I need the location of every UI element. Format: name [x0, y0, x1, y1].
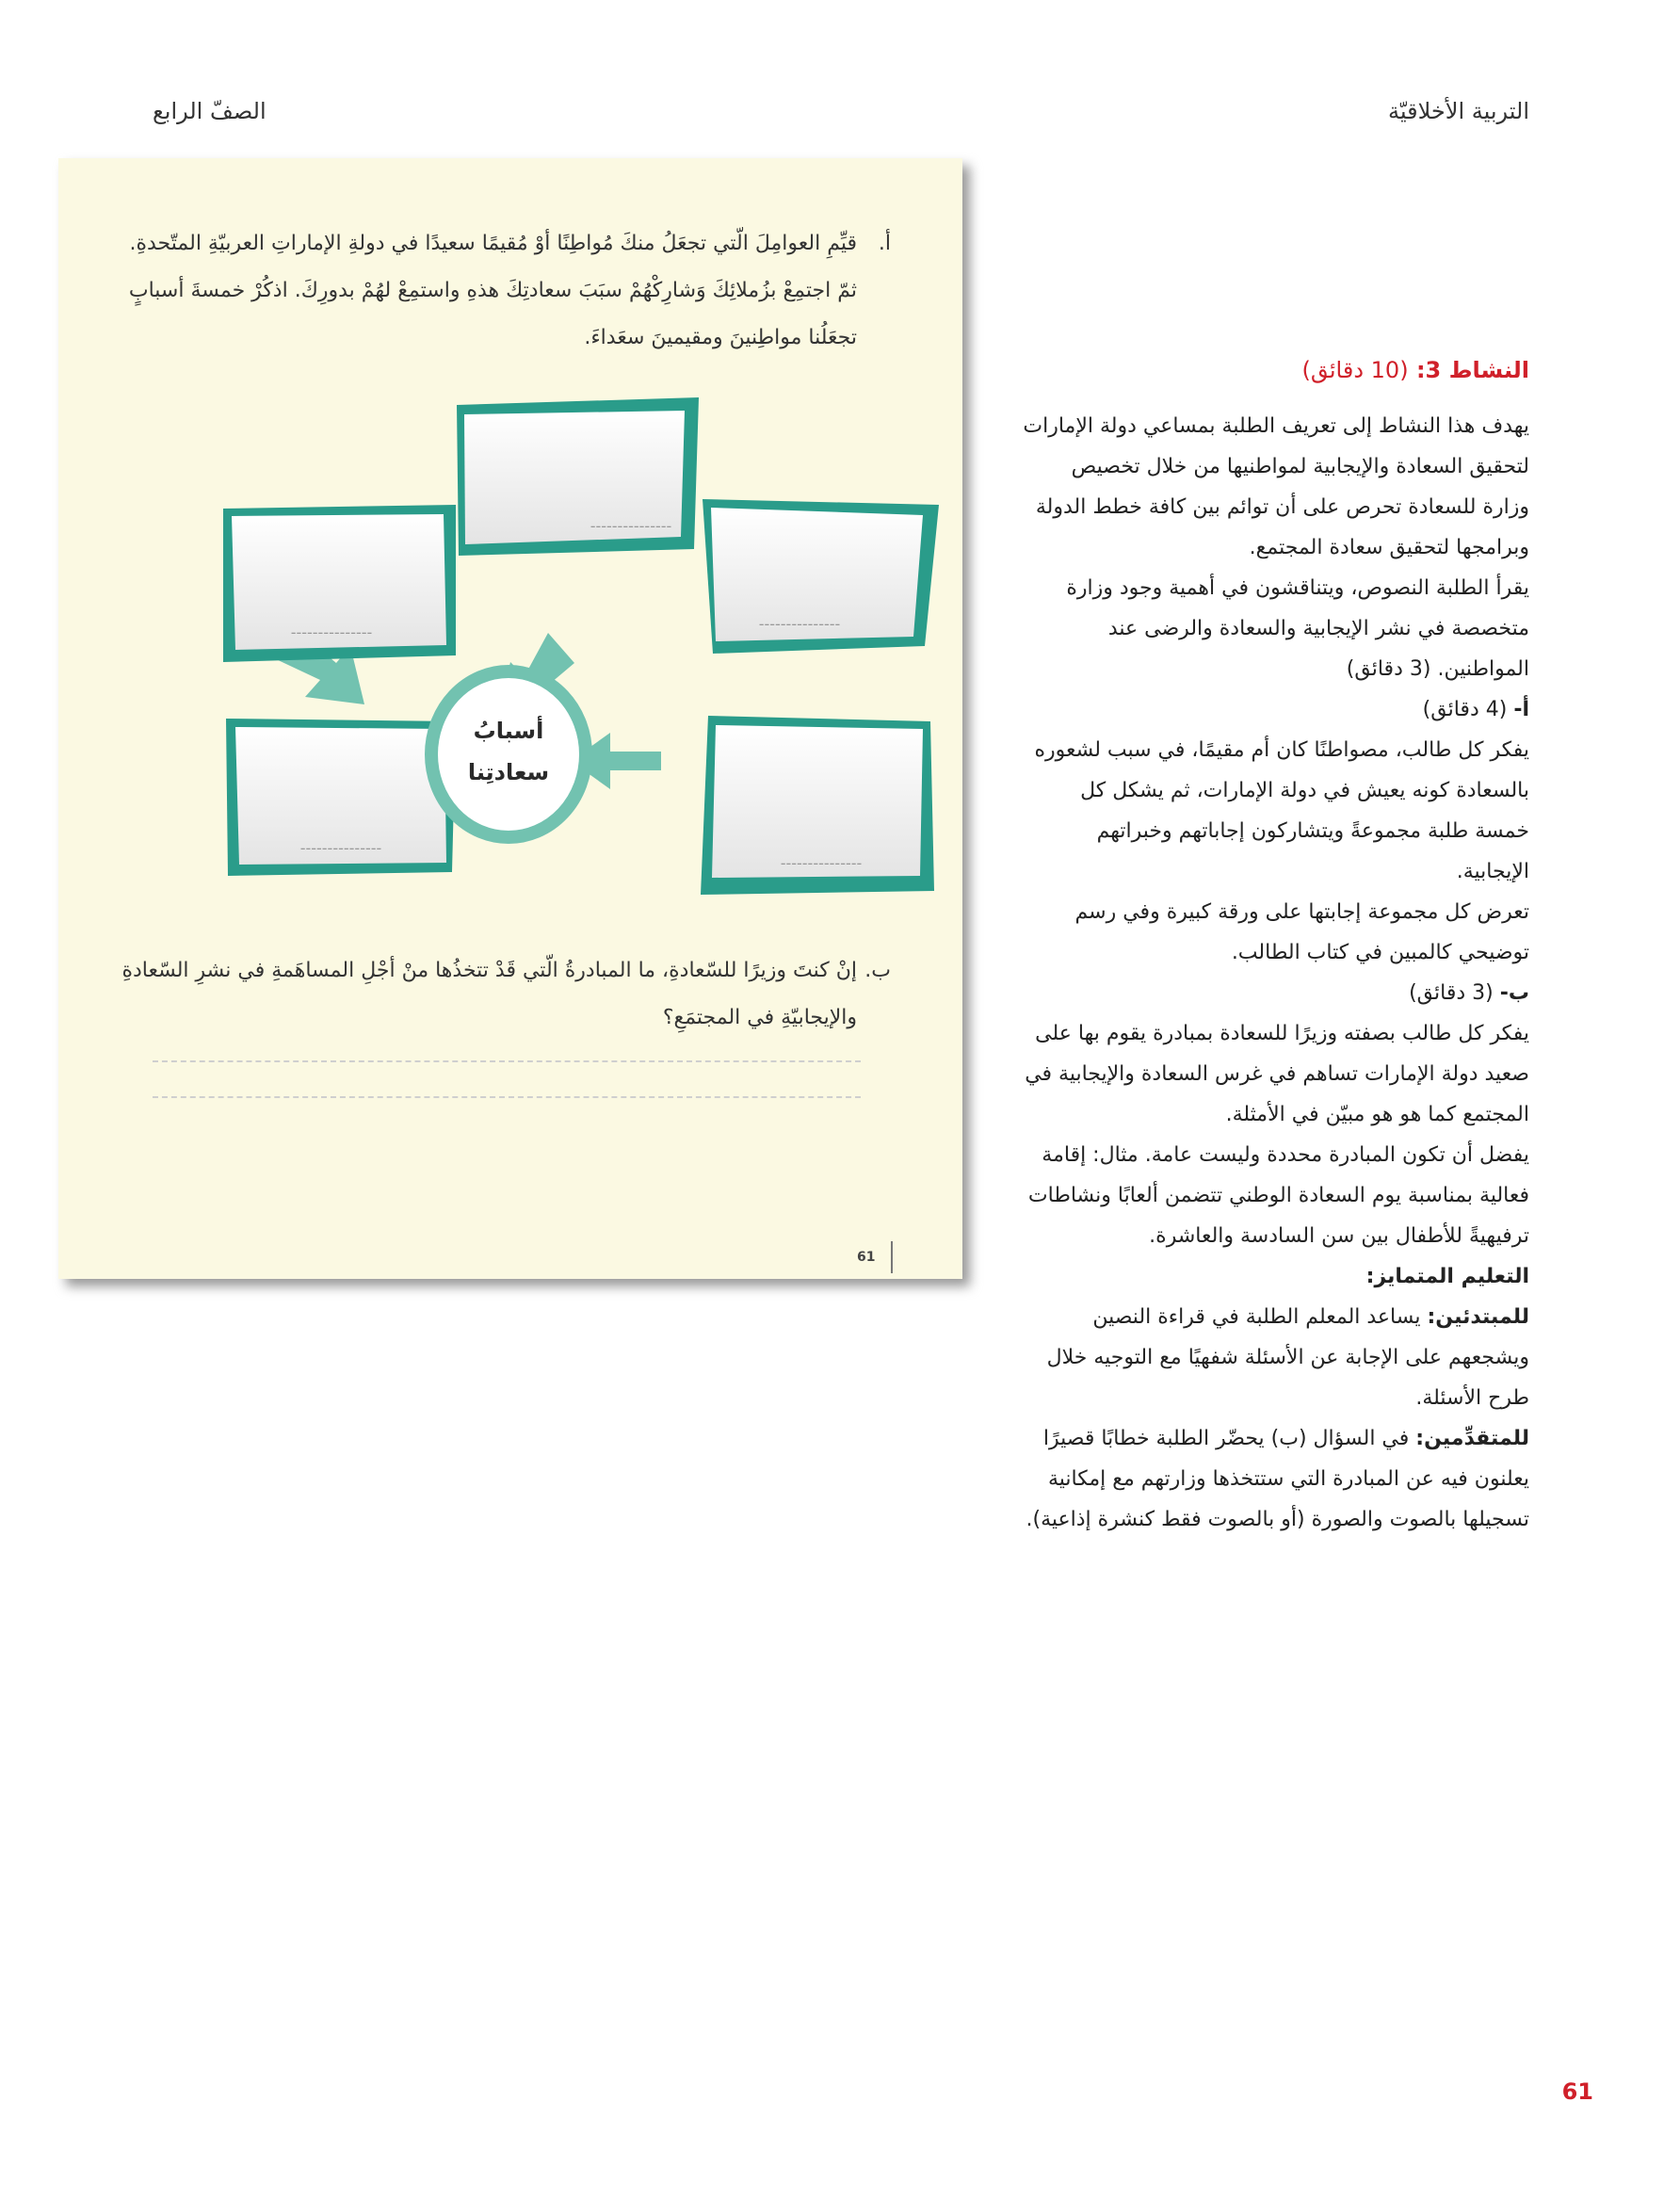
answer-line[interactable]	[153, 1060, 861, 1062]
student-book-page	[58, 158, 962, 1279]
advanced-line	[1002, 1418, 1529, 1459]
part-b-line: ترفيهيةً للأطفال بين سن السادسة والعاشرة.	[1149, 1224, 1529, 1248]
intro-line: يهدف هذا النشاط إلى تعريف الطلبة بمساعي دولة الإمارات	[1023, 414, 1529, 438]
part-b-duration: (3 دقائق)	[1409, 981, 1500, 1005]
activity-duration: (10 دقائق)	[1301, 357, 1409, 383]
page-sheet	[58, 158, 962, 1279]
differentiated-heading: التعليم المتمايز:	[1365, 1265, 1529, 1288]
box-top-left[interactable]	[223, 505, 456, 662]
question-b-line: إنْ كنتَ وزيرًا للسّعادةِ، ما المبادرةُ الّتي قَدْ تتخذُها منْ أجْلِ المساهَمةِ في نشرِ السّعادةِ	[121, 959, 857, 982]
question-a	[58, 220, 891, 371]
activity-title	[1002, 350, 1529, 391]
question-b	[58, 947, 891, 1060]
part-b-line: المجتمع كما هو هو مبيّن في الأمثلة.	[1225, 1103, 1529, 1126]
part-a-line: تعرض كل مجموعة إجابتها على ورقة كبيرة وفي رسم	[1074, 900, 1529, 924]
advanced-label: للمتقدِّمين:	[1415, 1427, 1529, 1450]
center-label-line2: سعادتِنا	[467, 759, 550, 785]
beginners-line: ويشجعهم على الإجابة عن الأسئلة شفهيًا مع التوجيه خلال	[1046, 1346, 1529, 1369]
page-number: 61	[1561, 2078, 1593, 2105]
part-a-duration: (4 دقائق)	[1422, 698, 1514, 721]
part-b-line: فعالية بمناسبة يوم السعادة الوطني تتضمن ألعابًا ونشاطات	[1027, 1184, 1529, 1207]
intro-line: وزارة للسعادة تحرص على أن توائم بين كافة خطط الدولة	[1035, 495, 1529, 519]
beginners-text: يساعد المعلم الطلبة في قراءة النصين	[1092, 1305, 1428, 1329]
header-grade: الصفّ الرابع	[153, 98, 267, 124]
part-a-line: خمسة طلبة مجموعةً ويتشاركون إجاباتهم وخبراتهم	[1096, 819, 1529, 843]
part-a-line: يفكر كل طالب، مصواطنًا كان أم مقيمًا، في سبب لشعوره	[1034, 738, 1529, 762]
part-a-line: توضيحي كالمبين في كتاب الطالب.	[1231, 941, 1529, 964]
box-bottom-right[interactable]	[701, 716, 934, 895]
intro-line: متخصصة في نشر الإيجابية والسعادة والرضى عند	[1107, 617, 1529, 640]
happiness-reasons-diagram	[153, 394, 863, 921]
intro-line: وبرامجها لتحقيق سعادة المجتمع.	[1249, 536, 1529, 559]
question-a-line: ثمّ اجتمِعْ بزُملائِكَ وَشارِكْهُمْ سبَبَ سعادتِكَ هذهِ واستمِعْ لهُمْ بدورِكَ. اذكُرْ خمسةَ أسبابٍ	[128, 279, 857, 302]
question-a-line: قيِّمِ العوامِلَ الّتي تجعَلُ منكَ مُواطِنًا أوْ مُقيمًا سعيدًا في دولةِ الإماراتِ العربيّةِ المتّحدةِ.	[129, 232, 857, 255]
box-top[interactable]	[457, 397, 699, 556]
question-b-line: والإيجابيّةِ في المجتمَعِ؟	[662, 1006, 857, 1029]
part-a-heading	[1002, 689, 1529, 730]
intro-line: لتحقيق السعادة والإيجابية لمواطنيها من خلال تخصيص	[1071, 455, 1529, 478]
beginners-line	[1002, 1297, 1529, 1337]
question-a-letter: أ.	[878, 232, 891, 255]
part-a-line: بالسعادة كونه يعيش في دولة الإمارات، ثم يشكل كل	[1080, 779, 1529, 802]
activity-label: النشاط 3:	[1415, 357, 1529, 383]
part-b-heading	[1002, 973, 1529, 1013]
beginners-line: طرح الأسئلة.	[1415, 1386, 1529, 1410]
answer-line[interactable]	[153, 1096, 861, 1098]
part-b-line: صعيد دولة الإمارات تساهم في غرس السعادة والإيجابية في	[1025, 1062, 1529, 1086]
part-b-label: ب-	[1499, 981, 1529, 1005]
student-page-number: 61	[857, 1250, 876, 1265]
part-a-label: أ-	[1513, 698, 1529, 721]
part-b-line: يفضل أن تكون المبادرة محددة وليست عامة. مثال: إقامة	[1042, 1143, 1529, 1167]
intro-line: يقرأ الطلبة النصوص، ويتناقشون في أهمية وجود وزارة	[1066, 576, 1529, 600]
blank-line: ---------------	[758, 615, 841, 633]
center-label-line1: أسبابُ	[473, 718, 544, 744]
blank-line: ---------------	[590, 517, 672, 535]
question-b-letter: ب.	[864, 959, 891, 982]
page-number-separator	[891, 1241, 893, 1273]
part-b-line: يفكر كل طالب بصفته وزيرًا للسعادة بمبادرة يقوم بها على	[1035, 1022, 1529, 1045]
advanced-line: تسجيلها بالصوت والصورة (أو بالصوت فقط كنشرة إذاعية).	[1026, 1508, 1529, 1531]
part-a-line: الإيجابية.	[1456, 860, 1529, 883]
advanced-text: في السؤال (ب) يحضّر الطلبة خطابًا قصيرًا	[1042, 1427, 1416, 1450]
advanced-line: يعلنون فيه عن المبادرة التي ستتخذها وزارتهم مع إمكانية	[1047, 1467, 1529, 1491]
blank-line: ---------------	[290, 623, 373, 641]
box-top-right[interactable]	[703, 499, 939, 654]
blank-line: ---------------	[299, 839, 382, 857]
question-b-text	[121, 947, 857, 1042]
center-circle	[431, 671, 586, 837]
box-bottom-left[interactable]	[226, 719, 456, 876]
teacher-guide	[1002, 350, 1529, 1540]
beginners-label: للمبتدئين:	[1427, 1305, 1529, 1329]
blank-line: ---------------	[780, 854, 863, 872]
intro-line: المواطنين. (3 دقائق)	[1346, 657, 1529, 681]
question-a-text	[129, 220, 857, 362]
question-a-line: تجعَلُنا مواطِنينَ ومقيمينَ سعَداءَ.	[584, 326, 857, 349]
header-subject: التربية الأخلاقيّة	[1388, 98, 1529, 124]
